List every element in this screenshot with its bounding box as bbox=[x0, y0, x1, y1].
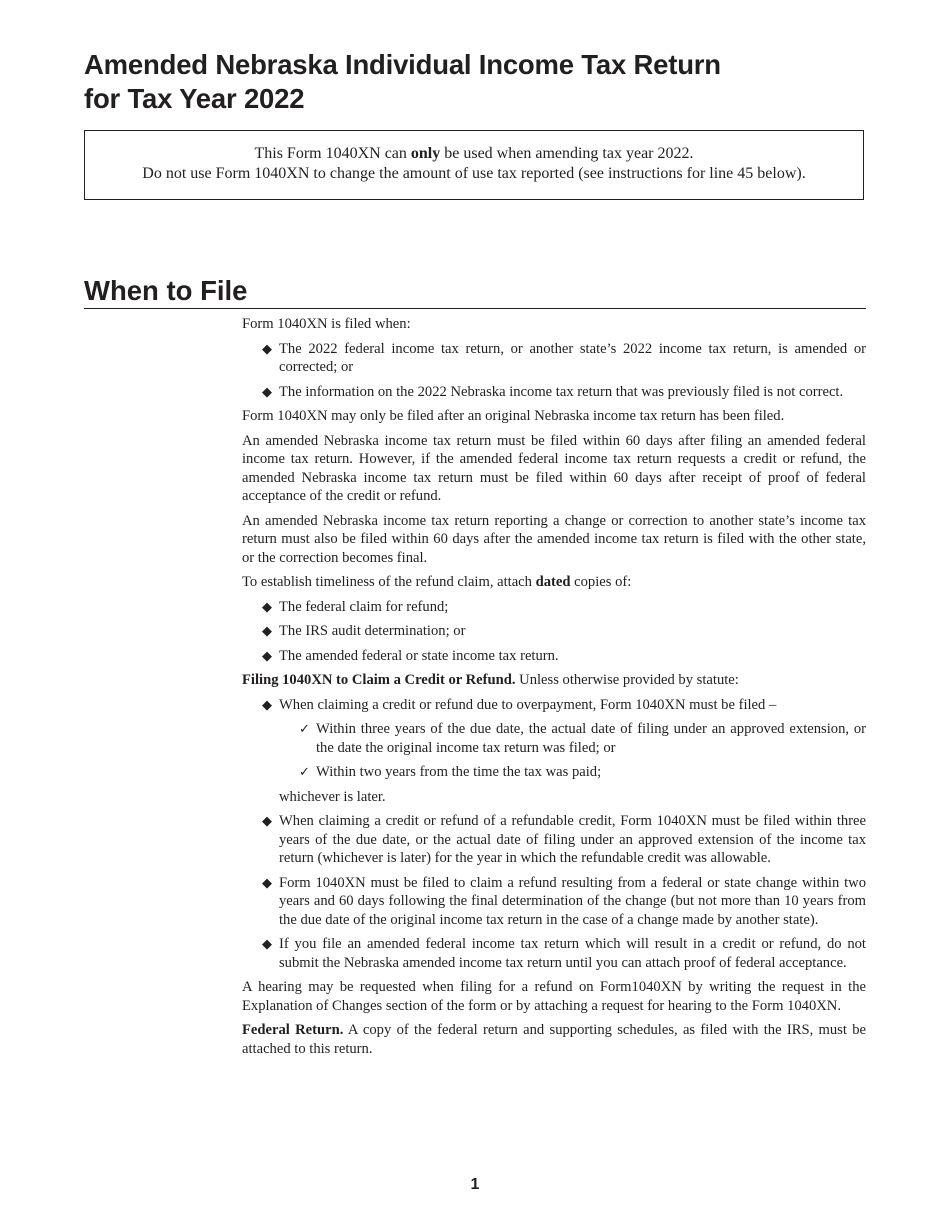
diamond-bullet-icon: ◆ bbox=[262, 647, 272, 663]
whichever-text: whichever is later. bbox=[279, 788, 386, 805]
subheading-claim-credit: Filing 1040XN to Claim a Credit or Refund. bbox=[242, 672, 516, 688]
paragraph-other-state: An amended Nebraska income tax return reporting a change or correction to another state’s income tax return must also be filed within 60 days after the amended income tax return is filed with the other state, or the correction becomes final. bbox=[242, 512, 866, 566]
paragraph-hearing: A hearing may be requested when filing for a refund on Form1040XN by writing the request in the Explanation of Changes section of the form or by attaching a request for hearing to the Form 1040XN. bbox=[242, 979, 866, 1014]
page-number: 1 bbox=[470, 1176, 480, 1193]
check-item: ✓ Within three years of the due date, the actual date of filing under an approved extension, or the date the original income tax return was filed; or bbox=[299, 721, 866, 756]
list-item: ◆ The 2022 federal income tax return, or another state’s 2022 income tax return, is amended or corrected; or bbox=[262, 340, 866, 375]
title-line-2: for Tax Year 2022 bbox=[84, 83, 305, 114]
list-item: ◆ When claiming a credit or refund due to overpayment, Form 1040XN must be filed – bbox=[262, 696, 777, 713]
list-item: ◆ The federal claim for refund; bbox=[262, 598, 449, 615]
subheading-federal-return: Federal Return. bbox=[242, 1022, 344, 1038]
diamond-bullet-icon: ◆ bbox=[262, 936, 272, 951]
notice-line-2: Do not use Form 1040XN to change the amount of use tax reported (see instructions for line 45 below). bbox=[142, 165, 806, 182]
paragraph-timeliness: To establish timeliness of the refund claim, attach dated copies of: bbox=[242, 574, 632, 590]
list-item: ◆ The IRS audit determination; or bbox=[262, 623, 466, 639]
page-title bbox=[84, 48, 721, 116]
diamond-bullet-icon: ◆ bbox=[262, 874, 272, 890]
section-heading-when-to-file: When to File bbox=[84, 274, 866, 309]
diamond-bullet-icon: ◆ bbox=[262, 696, 272, 712]
section-content bbox=[242, 315, 866, 1064]
title-line-1: Amended Nebraska Individual Income Tax Return bbox=[84, 49, 721, 80]
diamond-bullet-icon: ◆ bbox=[262, 813, 272, 828]
notice-emphasis: only bbox=[410, 145, 441, 162]
list-item: ◆ Form 1040XN must be filed to claim a refund resulting from a federal or state change within two years and 60 days following the final determination of the change (but not more than 10 years from the due date of the original income tax return in the case of a change made by another state). bbox=[262, 874, 866, 928]
list-item: ◆ When claiming a credit or refund of a refundable credit, Form 1040XN must be filed within three years of the due date, or the actual date of filing under an approved extension of the income tax return (whichever is later) for the year in which the refundable credit was allowable. bbox=[262, 813, 866, 866]
check-item: ✓ Within two years from the time the tax was paid; bbox=[299, 764, 602, 780]
paragraph-original-return: Form 1040XN may only be filed after an original Nebraska income tax return has been filed. bbox=[242, 408, 785, 424]
diamond-bullet-icon: ◆ bbox=[262, 623, 272, 638]
diamond-bullet-icon: ◆ bbox=[262, 598, 272, 614]
list-item: ◆ If you file an amended federal income tax return which will result in a credit or refund, do not submit the Nebraska amended income tax return until you can attach proof of federal acceptance. bbox=[262, 936, 866, 971]
paragraph-60-days: An amended Nebraska income tax return must be filed within 60 days after filing an amended federal income tax return. However, if the amended federal income tax return requests a credit or refund, the amended Nebraska income tax return must be filed within 60 days after receipt of proof of federal acceptance of the credit or refund. bbox=[242, 432, 866, 504]
checkmark-icon: ✓ bbox=[299, 764, 310, 779]
paragraph-claim-credit: Filing 1040XN to Claim a Credit or Refund. Unless otherwise provided by statute: bbox=[242, 672, 739, 688]
checkmark-icon: ✓ bbox=[299, 721, 310, 736]
diamond-bullet-icon: ◆ bbox=[262, 383, 272, 399]
notice-box bbox=[84, 130, 864, 200]
diamond-bullet-icon: ◆ bbox=[262, 340, 272, 356]
paragraph-federal-return: Federal Return. A copy of the federal return and supporting schedules, as filed with the IRS, must be attached to this return. bbox=[242, 1022, 866, 1057]
list-item: ◆ The information on the 2022 Nebraska income tax return that was previously filed is not correct. bbox=[262, 383, 844, 400]
notice-line-1: This Form 1040XN can only be used when amending tax year 2022. bbox=[254, 145, 694, 162]
list-item: ◆ The amended federal or state income tax return. bbox=[262, 647, 559, 664]
intro-text: Form 1040XN is filed when: bbox=[242, 316, 411, 332]
